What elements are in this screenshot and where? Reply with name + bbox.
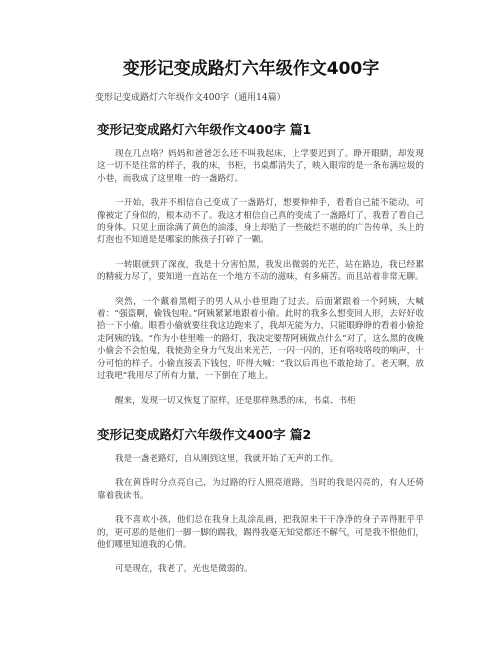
section-heading-2: 变形记变成路灯六年级作文400字 篇2: [97, 426, 312, 442]
document-subtitle: 变形记变成路灯六年级作文400字（通用14篇）: [95, 93, 286, 103]
paragraph-1-3: 一转眼就到了深夜，我是十分害怕黑，我发出微弱的光芒，站在路边，我已经累的精疲力尽了，要知道一直站在一个地方不动的滋味，有多痛苦。而且站着非常无聊。: [97, 259, 424, 283]
paragraph-1-2: 一开始，我并不相信自己变成了一盏路灯，想要伸伸手，看看自己能不能动，可像被定了身似的，根本动不了。我这才相信自己真的变成了一盏路灯了，我看了看自己的身体。只见上面涂满了黄色的油漆，身上却贴了一些破烂不堪的的广告传单，头上的灯泡也不知道是是哪家的熊孩子打碎了一颗。: [97, 198, 424, 246]
paragraph-1-4: 突然，一个戴着黑帽子的男人从小巷里跑了过去。后面紧跟着一个阿姨，大喊着：“强盗啊，偷钱包啦。”阿姨紧紧地跟着小偷。此时的我多么想变回人形，去好好收拾一下小偷。眼看小偷就要往我这边跑来了，我却无能为力，只能眼睁睁的看着小偷抢走阿姨的钱。“作为小巷里唯一的路灯，我决定要帮阿姨做点什么”对了，这么黑的夜晚小偷会不会怕鬼，我使劲全身力气发出来光芒，一闪一闪的，还有咯吱咯吱的响声，十分可怕的样子。小偷直接丢下钱包，吓得大喊：“我以后再也不敢抢劫了。老天啊，放过我吧”我用尽了所有力量，一下倒在了地上。: [97, 296, 424, 382]
paragraph-1-5: 醒来，发现一切又恢复了原样，还是那样熟悉的床，书桌、书柜: [115, 395, 356, 406]
paragraph-2-1: 我是一盏老路灯，自从刚到这里，我就开始了无声的工作。: [115, 453, 339, 464]
paragraph-2-3: 我不喜欢小孩，他们总在我身上乱涂乱画，把我原来干干净净的身子弄得脏乎乎的，更可恶的是他们一脚一脚的踢我，踢得我毫无知觉都还不解气，可是我不恨他们，他们哪里知道我的心情。: [97, 515, 424, 550]
document-title: 变形记变成路灯六年级作文400字: [122, 59, 380, 79]
paragraph-1-1: 现在几点咯？妈妈和爸爸怎么还不叫我起床，上学要迟到了。睁开眼睛，却发现这一切不是往常的样子，我的床，书柜，书桌都消失了，映入眼帘的是一条布满垃圾的小巷，而我成了这里唯一的一盏路灯。: [97, 149, 424, 184]
section-heading-1: 变形记变成路灯六年级作文400字 篇1: [97, 122, 312, 137]
paragraph-2-2: 我在黄昏时分点亮自己，为过路的行人照亮道路，当时的我是闪亮的，有人还倚靠着我读书。: [97, 478, 424, 501]
paragraph-2-4: 可是现在，我老了，光也是微弱的。: [115, 564, 253, 575]
